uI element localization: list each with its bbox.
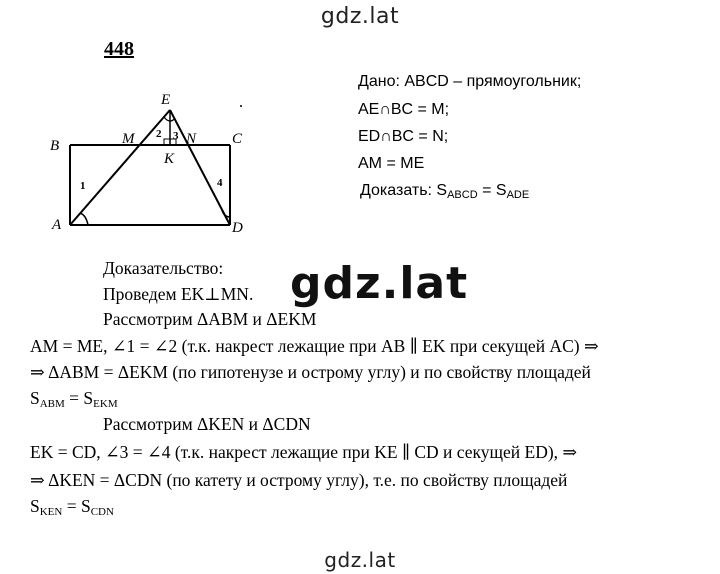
label-c: C: [232, 131, 243, 147]
given-line-4: AM = ME: [358, 155, 425, 172]
proof-line-10: $S_{KEN} = S_{CDN}$: [30, 496, 114, 518]
proof-line-2: Проведем EK⊥MN.: [103, 284, 254, 304]
segment-ae: [70, 110, 170, 225]
proof-line-8: EK = CD, ∠3 = ∠4 (т.к. накрест лежащие при KE ∥ CD и секущей ED), ⇒: [30, 442, 578, 462]
proof-line-4: AM = ME, ∠1 = ∠2 (т.к. накрест лежащие при AB ∥ EK при секущей AC) ⇒: [30, 336, 599, 356]
given-line-2: AE∩BC = M;: [358, 101, 450, 118]
proof-line-6: $S_{ABM} = S_{EKM}$: [30, 388, 118, 410]
label-k: K: [164, 151, 175, 167]
proof-line-5: ⇒ ΔABM = ΔEKM (по гипотенузе и острому углу) и по свойству площадей: [30, 362, 591, 382]
label-n: N: [186, 131, 197, 147]
watermark-top: gdz.lat: [320, 4, 400, 29]
label-m: M: [122, 131, 135, 147]
proof-line-3: Рассмотрим ΔABM и ΔEKM: [103, 309, 317, 329]
angle-label-3: 3: [173, 130, 179, 142]
label-e: E: [161, 92, 171, 108]
segment-ed: [170, 110, 230, 225]
geometry-figure: [40, 85, 260, 240]
problem-number: 448: [104, 38, 134, 60]
proof-line-9: ⇒ ΔKEN = ΔCDN (по катету и острому углу), т.е. по свойству площадей: [30, 470, 568, 490]
given-line-1: Дано: ABCD – прямоугольник;: [358, 73, 582, 90]
watermark-middle: gdz.lat: [290, 258, 469, 309]
label-b: B: [50, 138, 60, 154]
angle-arc-1: [80, 213, 88, 225]
angle-arc-2: [164, 117, 170, 121]
angle-label-4: 4: [217, 177, 223, 189]
angle-label-2: 2: [156, 128, 162, 140]
proof-line-7: Рассмотрим ΔKEN и ΔCDN: [103, 414, 311, 434]
proof-heading: Доказательство:: [103, 258, 224, 278]
stray-dot: [240, 105, 242, 107]
label-d: D: [232, 220, 243, 236]
label-a: A: [52, 217, 62, 233]
angle-label-1: 1: [80, 180, 86, 192]
prove-statement: Доказать: $S_{ABCD} = S_{ADE}$: [360, 182, 530, 201]
given-line-3: ED∩BC = N;: [358, 128, 449, 145]
watermark-bottom: gdz.lat: [324, 548, 396, 572]
